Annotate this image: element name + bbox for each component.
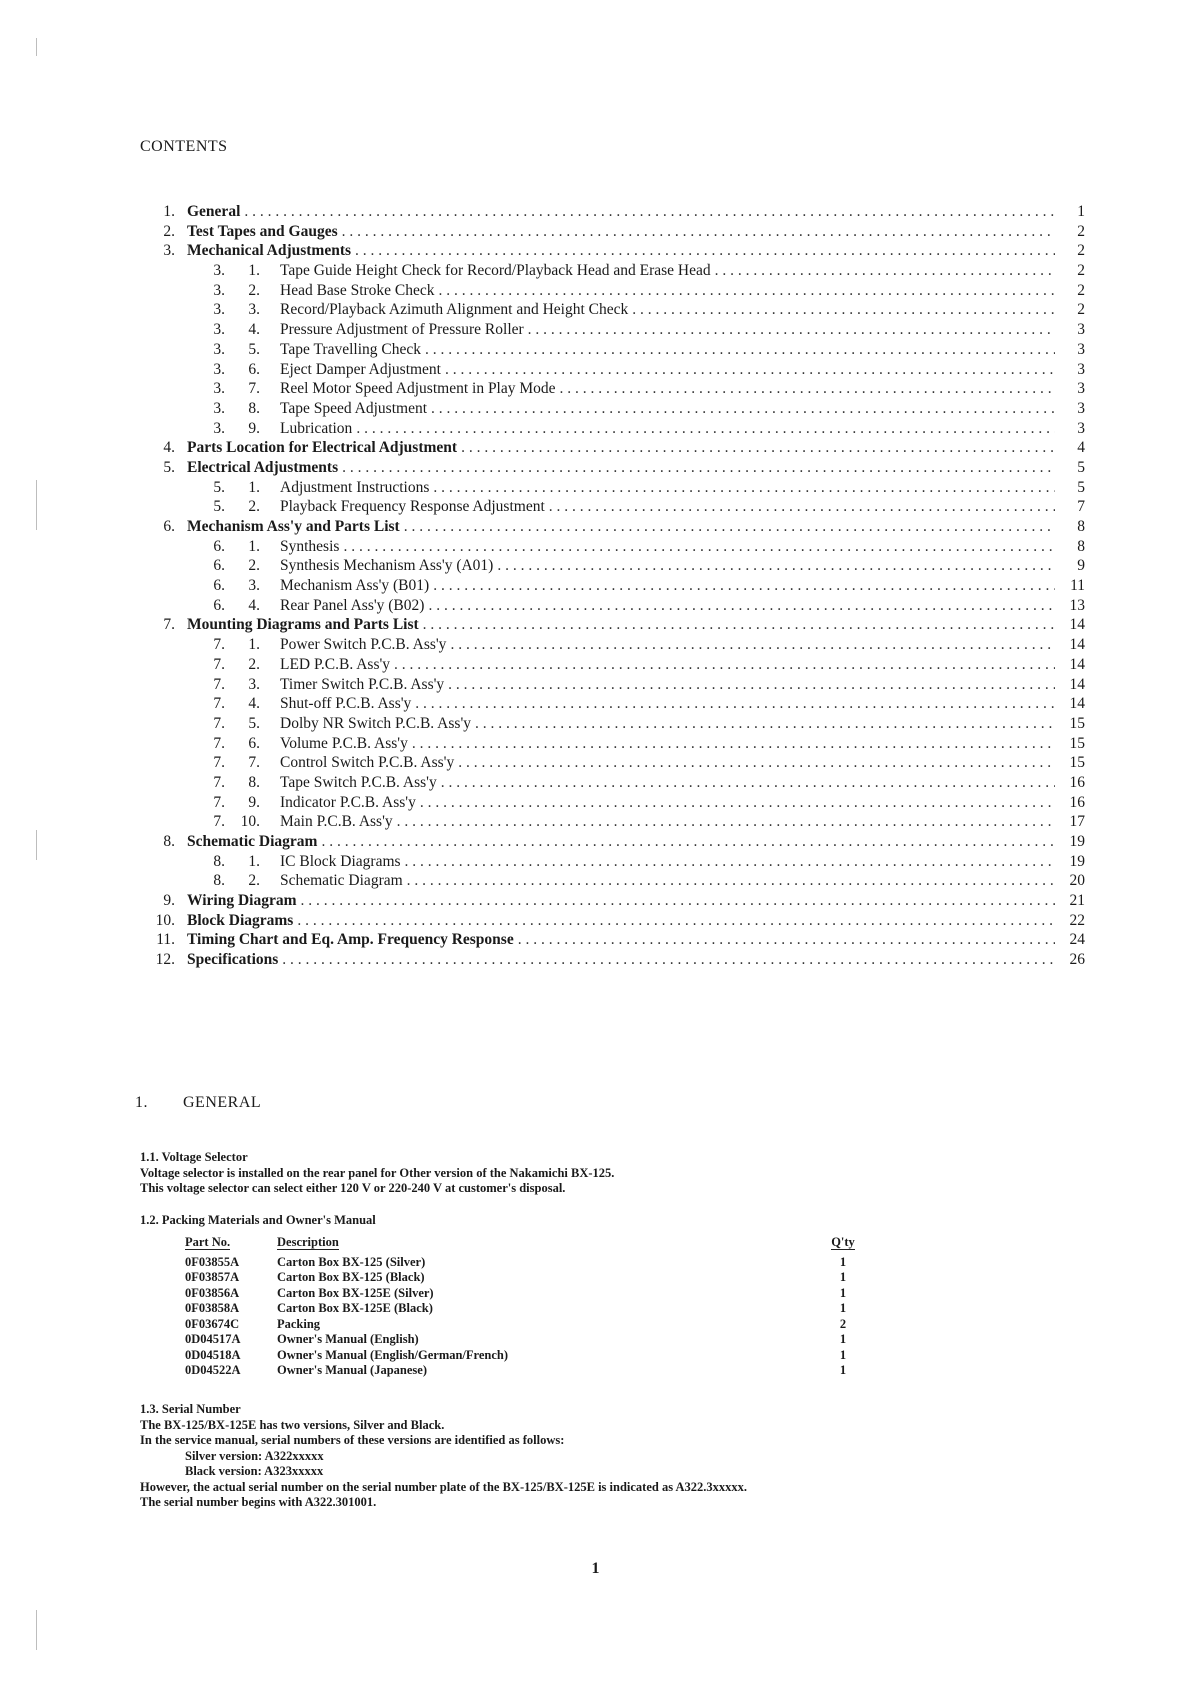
toc-leader-dots	[425, 340, 1055, 360]
toc-entry	[135, 596, 1085, 616]
toc-leader-dots	[282, 950, 1055, 970]
toc-number: 5.	[213, 498, 225, 516]
toc-leader-dots	[420, 793, 1055, 813]
toc-entry	[135, 556, 1085, 576]
toc-entry	[135, 852, 1085, 872]
toc-number: 7.	[213, 754, 225, 772]
toc-entry	[135, 360, 1085, 380]
toc-entry	[135, 871, 1085, 891]
toc-entry	[135, 911, 1085, 931]
toc-leader-dots	[461, 438, 1055, 458]
toc-title: Power Switch P.C.B. Ass'y	[280, 636, 447, 654]
section-title: 1.2. Packing Materials and Owner's Manual	[140, 1213, 376, 1227]
part-number-cell: 0F03856A	[185, 1285, 240, 1300]
toc-page-number: 16	[1069, 793, 1085, 811]
toc-entry	[135, 576, 1085, 596]
toc-leader-dots	[441, 773, 1055, 793]
toc-title: Mechanical Adjustments	[187, 242, 352, 260]
toc-title: Schematic Diagram	[187, 833, 318, 850]
toc-entry	[135, 438, 1085, 458]
toc-subnumber: 3.	[248, 675, 260, 693]
toc-title: Main P.C.B. Ass'y	[280, 813, 393, 831]
toc-entry	[135, 497, 1085, 517]
toc-entry	[135, 241, 1085, 261]
toc-entry	[135, 714, 1085, 734]
toc-page-number: 4	[1077, 439, 1085, 457]
toc-number: 7.	[213, 636, 225, 654]
part-number-cell: 0F03858A	[185, 1301, 240, 1315]
toc-entry	[135, 300, 1085, 320]
toc-number: 3.	[213, 360, 225, 378]
toc-page-number: 5	[1077, 458, 1085, 476]
toc-page-number: 13	[1069, 596, 1085, 614]
table-row	[185, 1286, 863, 1302]
toc-entry	[135, 222, 1085, 242]
toc-leader-dots	[632, 300, 1055, 320]
general-title: GENERAL	[183, 1094, 262, 1111]
toc-entry	[135, 419, 1085, 439]
toc-entry	[135, 340, 1085, 360]
toc-subnumber: 6.	[248, 734, 260, 752]
toc-entry	[135, 635, 1085, 655]
toc-leader-dots	[244, 202, 1055, 222]
toc-leader-dots	[450, 635, 1055, 655]
toc-leader-dots	[433, 478, 1055, 498]
paragraph-line: The BX-125/BX-125E has two versions, Silver and Black.	[140, 1417, 445, 1432]
toc-subnumber: 1.	[248, 537, 260, 555]
toc-title: Pressure Adjustment of Pressure Roller	[280, 321, 524, 339]
toc-title: Eject Damper Adjustment	[280, 360, 441, 378]
description-cell: Carton Box BX-125E (Black)	[277, 1301, 433, 1315]
toc-title: Rear Panel Ass'y (B02)	[280, 596, 425, 614]
table-row	[185, 1317, 863, 1333]
quantity-cell: 1	[839, 1254, 847, 1269]
toc-page-number: 26	[1069, 951, 1085, 969]
toc-page-number: 19	[1069, 833, 1085, 850]
toc-number: 3.	[213, 262, 225, 280]
toc-subnumber: 7.	[248, 380, 260, 398]
toc-leader-dots	[343, 537, 1055, 557]
toc-leader-dots	[475, 714, 1055, 734]
toc-number: 3.	[213, 321, 225, 339]
quantity-cell: 2	[839, 1316, 847, 1331]
quantity-cell: 1	[839, 1270, 847, 1284]
column-header-qty: Q'ty	[831, 1234, 855, 1249]
black-version-line: Black version: A323xxxxx	[185, 1464, 324, 1478]
toc-entry	[135, 694, 1085, 714]
toc-leader-dots	[448, 675, 1055, 695]
toc-page-number: 5	[1077, 478, 1085, 496]
section-voltage-selector	[140, 1150, 1090, 1197]
toc-page-number: 11	[1070, 577, 1085, 595]
description-cell: Carton Box BX-125E (Silver)	[277, 1285, 434, 1300]
toc-number: 9.	[163, 892, 175, 910]
toc-subnumber: 4.	[248, 695, 260, 713]
description-cell: Carton Box BX-125 (Black)	[277, 1270, 425, 1284]
toc-subnumber: 3.	[248, 301, 260, 319]
toc-leader-dots	[528, 320, 1055, 340]
toc-page-number: 14	[1069, 675, 1085, 693]
parts-table	[185, 1235, 863, 1379]
toc-leader-dots	[549, 497, 1055, 517]
toc-number: 8.	[213, 872, 225, 890]
toc-page-number: 15	[1069, 754, 1085, 772]
toc-subnumber: 5.	[248, 714, 260, 732]
toc-entry	[135, 930, 1085, 950]
toc-leader-dots	[423, 615, 1055, 635]
toc-title: Wiring Diagram	[187, 892, 297, 910]
toc-subnumber: 7.	[248, 754, 260, 772]
toc-title: Test Tapes and Gauges	[187, 222, 338, 240]
toc-page-number: 1	[1077, 203, 1085, 220]
quantity-cell: 1	[839, 1285, 847, 1300]
toc-title: Synthesis Mechanism Ass'y (A01)	[280, 557, 494, 575]
toc-page-number: 2	[1077, 301, 1085, 319]
toc-leader-dots	[355, 241, 1055, 261]
table-row	[185, 1255, 863, 1271]
toc-number: 7.	[213, 813, 225, 831]
contents-heading: CONTENTS	[140, 138, 228, 155]
part-number-cell: 0D04522A	[185, 1363, 241, 1377]
toc-entry	[135, 615, 1085, 635]
toc-page-number: 16	[1069, 773, 1085, 791]
toc-leader-dots	[342, 222, 1055, 242]
paragraph-line: The serial number begins with A322.301001.	[140, 1495, 377, 1509]
toc-leader-dots	[301, 891, 1056, 911]
section-title: 1.3. Serial Number	[140, 1402, 241, 1416]
toc-entry	[135, 812, 1085, 832]
toc-entry	[135, 734, 1085, 754]
toc-leader-dots	[560, 379, 1055, 399]
toc-title: Lubrication	[280, 419, 353, 437]
quantity-cell: 1	[839, 1332, 847, 1346]
description-cell: Owner's Manual (English/German/French)	[277, 1347, 509, 1362]
column-header-part-no: Part No.	[185, 1234, 231, 1249]
toc-entry	[135, 478, 1085, 498]
toc-page-number: 21	[1069, 892, 1085, 910]
toc-entry	[135, 320, 1085, 340]
description-cell: Carton Box BX-125 (Silver)	[277, 1254, 426, 1269]
toc-entry	[135, 202, 1085, 222]
table-row	[185, 1301, 863, 1317]
part-number-cell: 0F03674C	[185, 1316, 240, 1331]
quantity-cell: 1	[839, 1363, 847, 1377]
scan-mark	[36, 830, 37, 860]
toc-number: 3.	[213, 281, 225, 299]
paragraph-line: In the service manual, serial numbers of these versions are identified as follows:	[140, 1433, 565, 1447]
toc-title: IC Block Diagrams	[280, 852, 401, 870]
toc-entry	[135, 517, 1085, 537]
paragraph-line: However, the actual serial number on the serial number plate of the BX-125/BX-125E is indicated as A322.3xxxxx.	[140, 1479, 748, 1494]
toc-title: Mechanism Ass'y and Parts List	[187, 518, 400, 535]
toc-number: 12.	[155, 951, 175, 969]
part-number-cell: 0D04518A	[185, 1347, 241, 1362]
toc-title: Indicator P.C.B. Ass'y	[280, 793, 416, 811]
toc-subnumber: 2.	[248, 281, 260, 299]
description-cell: Owner's Manual (Japanese)	[277, 1363, 427, 1377]
toc-entry	[135, 281, 1085, 301]
paragraph-line: This voltage selector can select either 120 V or 220-240 V at customer's disposal.	[140, 1181, 566, 1195]
toc-page-number: 14	[1069, 695, 1085, 713]
toc-title: Head Base Stroke Check	[280, 281, 435, 299]
toc-title: Tape Speed Adjustment	[280, 399, 428, 417]
toc-subnumber: 4.	[248, 596, 260, 614]
toc-title: Electrical Adjustments	[187, 458, 339, 476]
toc-page-number: 20	[1069, 872, 1085, 890]
toc-number: 2.	[163, 222, 175, 240]
description-cell: Owner's Manual (English)	[277, 1332, 419, 1346]
toc-subnumber: 5.	[248, 340, 260, 358]
toc-number: 7.	[213, 773, 225, 791]
toc-title: Tape Travelling Check	[280, 340, 421, 358]
toc-page-number: 22	[1069, 911, 1085, 929]
toc-title: Tape Guide Height Check for Record/Playback Head and Erase Head	[280, 262, 711, 280]
toc-number: 7.	[213, 695, 225, 713]
toc-number: 3.	[213, 419, 225, 437]
toc-title: Adjustment Instructions	[280, 478, 430, 496]
toc-page-number: 17	[1069, 813, 1085, 831]
toc-title: Mounting Diagrams and Parts List	[187, 616, 419, 634]
toc-number: 8.	[163, 833, 175, 850]
toc-title: Block Diagrams	[187, 911, 294, 929]
quantity-cell: 1	[839, 1347, 847, 1362]
scan-mark	[36, 1610, 37, 1650]
toc-subnumber: 2.	[248, 872, 260, 890]
toc-leader-dots	[412, 734, 1055, 754]
toc-page-number: 2	[1077, 222, 1085, 240]
part-number-cell: 0F03855A	[185, 1254, 240, 1269]
toc-subnumber: 2.	[248, 655, 260, 673]
toc-subnumber: 3.	[248, 577, 260, 595]
toc-title: Timing Chart and Eq. Amp. Frequency Response	[187, 931, 514, 949]
part-number-cell: 0D04517A	[185, 1332, 241, 1346]
toc-subnumber: 2.	[248, 557, 260, 575]
toc-number: 7.	[213, 793, 225, 811]
toc-number: 8.	[213, 852, 225, 870]
toc-subnumber: 9.	[248, 793, 260, 811]
toc-title: Specifications	[187, 951, 279, 969]
toc-page-number: 7	[1077, 498, 1085, 516]
toc-leader-dots	[433, 576, 1055, 596]
toc-leader-dots	[518, 930, 1055, 950]
toc-subnumber: 8.	[248, 399, 260, 417]
general-heading	[135, 1094, 261, 1112]
section-serial-number	[140, 1402, 1090, 1511]
toc-number: 5.	[163, 458, 175, 476]
toc-subnumber: 2.	[248, 498, 260, 516]
toc-number: 3.	[213, 399, 225, 417]
toc-entry	[135, 458, 1085, 478]
toc-page-number: 9	[1077, 557, 1085, 575]
toc-title: Shut-off P.C.B. Ass'y	[280, 695, 412, 713]
toc-page-number: 15	[1069, 734, 1085, 752]
toc-leader-dots	[342, 458, 1055, 478]
toc-page-number: 14	[1069, 655, 1085, 673]
toc-subnumber: 6.	[248, 360, 260, 378]
toc-page-number: 14	[1069, 636, 1085, 654]
toc-number: 7.	[163, 616, 175, 634]
toc-leader-dots	[405, 852, 1055, 872]
table-row	[185, 1270, 863, 1286]
toc-title: Parts Location for Electrical Adjustment	[187, 439, 458, 457]
toc-entry	[135, 753, 1085, 773]
toc-leader-dots	[321, 832, 1055, 852]
toc-leader-dots	[431, 399, 1055, 419]
toc-subnumber: 1.	[248, 262, 260, 280]
toc-page-number: 3	[1077, 419, 1085, 437]
toc-title: Control Switch P.C.B. Ass'y	[280, 754, 455, 772]
toc-title: LED P.C.B. Ass'y	[280, 655, 391, 673]
toc-entry	[135, 773, 1085, 793]
toc-title: Dolby NR Switch P.C.B. Ass'y	[280, 714, 471, 732]
toc-entry	[135, 891, 1085, 911]
toc-leader-dots	[404, 517, 1055, 537]
toc-subnumber: 10.	[240, 813, 260, 831]
toc-title: Schematic Diagram	[280, 872, 403, 890]
toc-number: 3.	[213, 301, 225, 319]
table-row	[185, 1348, 863, 1364]
toc-number: 5.	[213, 478, 225, 496]
toc-number: 6.	[163, 518, 175, 535]
toc-number: 3.	[213, 340, 225, 358]
toc-number: 7.	[213, 675, 225, 693]
toc-leader-dots	[356, 419, 1055, 439]
description-cell: Packing	[277, 1316, 321, 1331]
column-header-description: Description	[277, 1234, 339, 1249]
toc-page-number: 2	[1077, 262, 1085, 280]
toc-leader-dots	[297, 911, 1055, 931]
toc-number: 6.	[213, 596, 225, 614]
general-number: 1.	[135, 1094, 148, 1111]
paragraph-line: Voltage selector is installed on the rear panel for Other version of the Nakamichi BX-125.	[140, 1165, 615, 1180]
toc-title: Synthesis	[280, 537, 340, 555]
scan-mark	[36, 480, 37, 530]
toc-leader-dots	[394, 655, 1055, 675]
toc-title: Tape Switch P.C.B. Ass'y	[280, 773, 437, 791]
toc-subnumber: 1.	[248, 852, 260, 870]
toc-entry	[135, 832, 1085, 852]
toc-number: 4.	[163, 439, 175, 457]
toc-entry	[135, 793, 1085, 813]
toc-subnumber: 4.	[248, 321, 260, 339]
toc-number: 3.	[213, 380, 225, 398]
toc-leader-dots	[439, 281, 1055, 301]
toc-entry	[135, 675, 1085, 695]
table-row	[185, 1363, 863, 1379]
toc-page-number: 8	[1077, 518, 1085, 535]
toc-page-number: 15	[1069, 714, 1085, 732]
toc-entry	[135, 379, 1085, 399]
toc-entry	[135, 950, 1085, 970]
toc-leader-dots	[458, 753, 1055, 773]
toc-page-number: 2	[1077, 281, 1085, 299]
section-packing-materials	[140, 1213, 1090, 1379]
toc-leader-dots	[397, 812, 1055, 832]
toc-entry	[135, 399, 1085, 419]
toc-title: Volume P.C.B. Ass'y	[280, 734, 408, 752]
toc-title: General	[187, 203, 241, 220]
table-of-contents	[135, 202, 1085, 970]
toc-subnumber: 1.	[248, 478, 260, 496]
toc-number: 10.	[155, 911, 175, 929]
toc-page-number: 3	[1077, 399, 1085, 417]
toc-title: Reel Motor Speed Adjustment in Play Mode	[280, 380, 556, 398]
toc-number: 6.	[213, 577, 225, 595]
section-title: 1.1. Voltage Selector	[140, 1150, 248, 1164]
toc-leader-dots	[497, 556, 1055, 576]
toc-entry	[135, 537, 1085, 557]
toc-subnumber: 1.	[248, 636, 260, 654]
toc-subnumber: 8.	[248, 773, 260, 791]
toc-title: Playback Frequency Response Adjustment	[280, 498, 545, 516]
toc-subnumber: 9.	[248, 419, 260, 437]
toc-number: 7.	[213, 714, 225, 732]
toc-page-number: 3	[1077, 340, 1085, 358]
toc-number: 7.	[213, 655, 225, 673]
toc-leader-dots	[407, 871, 1055, 891]
toc-page-number: 24	[1069, 931, 1085, 949]
toc-number: 11.	[156, 931, 175, 949]
toc-page-number: 3	[1077, 321, 1085, 339]
toc-page-number: 19	[1069, 852, 1085, 870]
toc-leader-dots	[415, 694, 1055, 714]
toc-page-number: 3	[1077, 360, 1085, 378]
toc-page-number: 14	[1069, 616, 1085, 634]
toc-page-number: 2	[1077, 242, 1085, 260]
silver-version-line: Silver version: A322xxxxx	[185, 1448, 324, 1463]
toc-leader-dots	[445, 360, 1055, 380]
toc-title: Record/Playback Azimuth Alignment and Height Check	[280, 301, 629, 319]
part-number-cell: 0F03857A	[185, 1270, 240, 1284]
toc-entry	[135, 261, 1085, 281]
page-number: 1	[591, 1560, 600, 1577]
table-row	[185, 1332, 863, 1348]
toc-number: 7.	[213, 734, 225, 752]
toc-leader-dots	[715, 261, 1055, 281]
toc-title: Timer Switch P.C.B. Ass'y	[280, 675, 445, 693]
quantity-cell: 1	[839, 1301, 847, 1315]
toc-number: 1.	[163, 203, 175, 220]
toc-entry	[135, 655, 1085, 675]
toc-title: Mechanism Ass'y (B01)	[280, 577, 430, 595]
toc-number: 6.	[213, 537, 225, 555]
toc-leader-dots	[428, 596, 1055, 616]
toc-number: 3.	[163, 242, 175, 260]
scan-mark	[36, 38, 37, 56]
toc-page-number: 8	[1077, 537, 1085, 555]
toc-number: 6.	[213, 557, 225, 575]
toc-page-number: 3	[1077, 380, 1085, 398]
